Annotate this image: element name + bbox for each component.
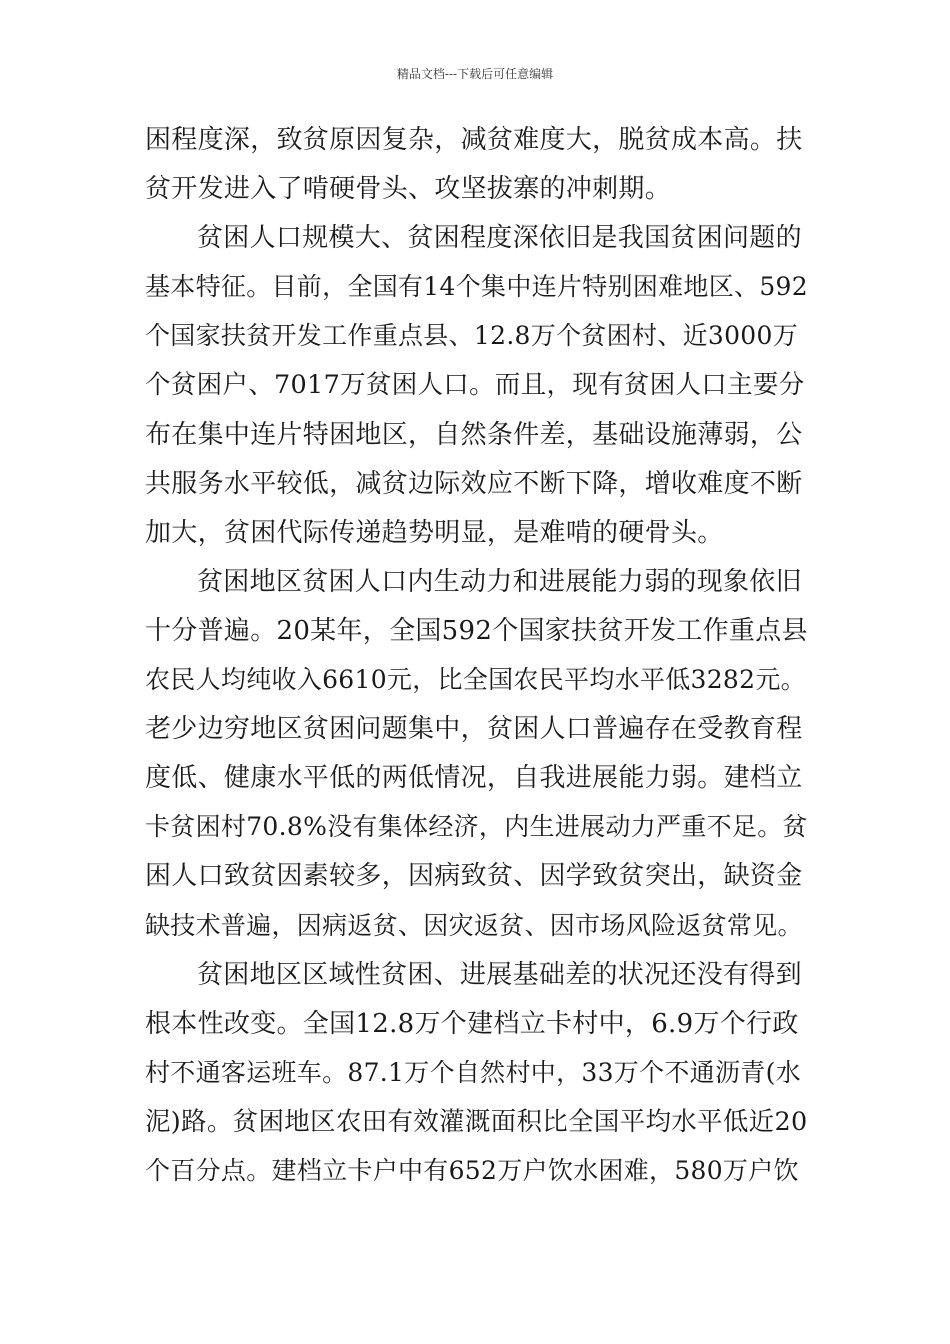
text-line: 贫开发进入了啃硬骨头、攻坚拔寨的冲刺期。 — [145, 174, 672, 205]
text-line: 缺技术普遍，因病返贫、因灾返贫、因市场风险返贫常见。 — [145, 910, 803, 940]
paragraph-first-line: 贫困地区贫困人口内生动力和进展能力弱的现象依旧 — [197, 566, 802, 597]
text-line: 个贫困户、7017万贫困人口。而且，现有贫困人口主要分 — [145, 370, 805, 401]
text-line: 度低、健康水平低的两低情况，自我进展能力弱。建档立 — [145, 763, 803, 794]
text-line: 困程度深，致贫原因复杂，减贫难度大，脱贫成本高。扶 — [145, 125, 803, 155]
text-line: 村不通客运班车。87.1万个自然村中，33万个不通沥青(水 — [145, 1057, 801, 1087]
text-line: 农民人均纯收入6610元，比全国农民平均水平低3282元。 — [145, 665, 806, 695]
text-line: 个百分点。建档立卡户中有652万户饮水困难，580万户饮 — [145, 1155, 799, 1185]
text-line: 个国家扶贫开发工作重点县、12.8万个贫困村、近3000万 — [145, 321, 798, 351]
text-line: 布在集中连片特困地区，自然条件差，基础设施薄弱，公 — [145, 419, 803, 450]
paragraph-first-line: 贫困地区区域性贫困、进展基础差的状况还没有得到 — [197, 959, 802, 990]
text-line: 卡贫困村70.8%没有集体经济，内生进展动力严重不足。贫 — [145, 812, 808, 842]
text-line: 根本性改变。全国12.8万个建档立卡村中，6.9万个行政 — [145, 1008, 799, 1039]
text-line: 加大，贫困代际传递趋势明显，是难啃的硬骨头。 — [145, 517, 724, 548]
document-body — [145, 127, 810, 1207]
text-line: 泥)路。贫困地区农田有效灌溉面积比全国平均水平低近20 — [145, 1106, 808, 1137]
text-line: 老少边穷地区贫困问题集中，贫困人口普遍存在受教育程 — [145, 714, 803, 745]
page-header: 精品文档---下载后可任意编辑 — [396, 67, 554, 81]
text-line: 十分普遍。20某年，全国592个国家扶贫开发工作重点县 — [145, 615, 808, 646]
text-line: 基本特征。目前，全国有14个集中连片特别困难地区、592 — [145, 272, 808, 302]
text-line: 困人口致贫因素较多，因病致贫、因学致贫突出，缺资金 — [145, 861, 803, 892]
paragraph-first-line: 贫困人口规模大、贫困程度深依旧是我国贫困问题的 — [197, 223, 802, 254]
text-line: 共服务水平较低，减贫边际效应不断下降，增收难度不断 — [145, 468, 803, 499]
